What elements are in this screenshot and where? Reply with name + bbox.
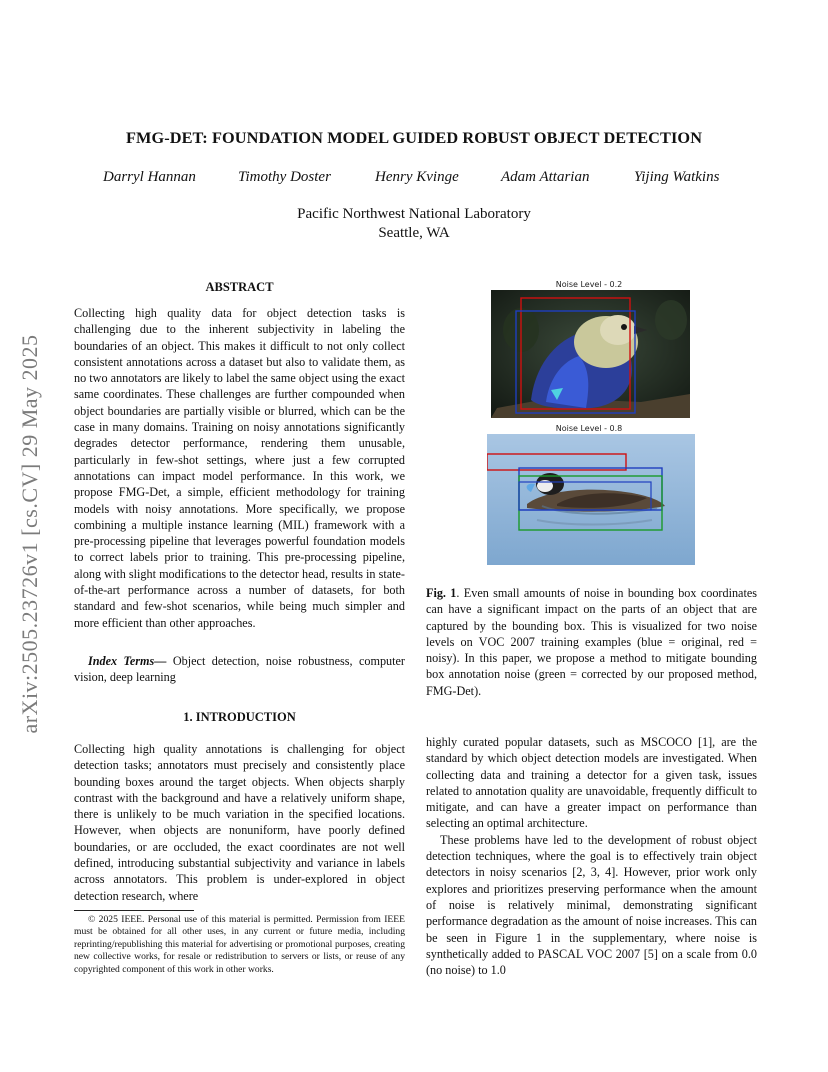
abstract-body: [74, 305, 405, 631]
abstract-heading: ABSTRACT: [205, 280, 274, 294]
affiliation: [0, 205, 828, 243]
author-name: Adam Attarian: [501, 169, 590, 185]
arxiv-id-text: arXiv:2505.23726v1 [cs.CV] 29 May 2025: [17, 334, 42, 734]
author-name: Timothy Doster: [238, 169, 331, 185]
author-name: Yijing Watkins: [634, 169, 720, 185]
index-terms-text: Object detection, noise robustness, computer vision, deep learning: [74, 654, 405, 685]
figure-caption-text: . Even small amounts of noise in bounding box coordinates can have a significant impact on the parts of an object that are captured by the bounding box. This is visualized for two noise levels on VOC 2007 training examples (blue = original, red = noisy). In this paper, we propose a method to mitigate bounding box annotation noise (green = corrected by our proposed method, FMG-Det).: [426, 586, 757, 698]
author-name: Darryl Hannan: [103, 169, 196, 185]
figure-panel-title: Noise Level - 0.2: [555, 280, 623, 289]
figure-label: Fig. 1: [426, 586, 457, 600]
author-name: Henry Kvinge: [375, 169, 459, 185]
introduction-body: [74, 741, 405, 904]
footnote-text: © 2025 IEEE. Personal use of this material is permitted. Permission from IEEE must be obtained for all other uses, in any current or future media, including reprinting/republishing this material for advertising or promotional purposes, creating new collective works, for resale or redistribution to servers or lists, or reuse of any copyrighted component of this work in other works.: [74, 914, 405, 975]
figure-caption: [426, 585, 757, 699]
introduction-paragraph: Collecting high quality annotations is challenging for object detection tasks; annotators must precisely and consistently place bounding boxes around the target objects. When objects sharply contrast with the background and have a relatively uniform shape, there is unlikely to be much variation in the specified locations. However, when objects are nonuniform, have poorly defined boundaries, or are occluded, the exact coordinates are not well defined, introducing substantial subjectivity and variance in labels across annotators. This problem is under-explored in object detection research, where: [74, 742, 405, 903]
index-terms-label: Index Terms—: [88, 654, 167, 668]
paper-title: FMG-DET: FOUNDATION MODEL GUIDED ROBUST OBJECT DETECTION: [125, 128, 703, 147]
introduction-paragraph: These problems have led to the development of robust object detection techniques, where the goal is to effectively train object detectors in noisy scenarios [2, 3, 4]. However, prior work only explores and prioritizes preserving performance when the amount of noise is relatively minimal, demonstrating significant performance degradation as the amount of noise increases. This can be seen in Figure 1 in the supplementary, where noise is synthetically added to PASCAL VOC 2007 [5] on a scale from 0.0 (no noise) to 1.0: [426, 832, 757, 978]
affiliation-location: Seattle, WA: [378, 225, 450, 241]
arxiv-identifier: [10, 294, 50, 774]
affiliation-institution: Pacific Northwest National Laboratory: [297, 206, 531, 222]
introduction-heading: 1. INTRODUCTION: [183, 710, 296, 724]
introduction-body-continued: [426, 734, 757, 978]
figure-panel-title: Noise Level - 0.8: [555, 424, 623, 433]
introduction-paragraph: highly curated popular datasets, such as MSCOCO [1], are the standard by which object detection models are investigated. When collecting data and training a detector for a given task, issues related to annotation quality are unavoidable, frequently difficult to mitigate, and can have a greater impact on performance than selecting an optimal architecture.: [426, 735, 757, 831]
duck-image-noise-0.8: [487, 434, 695, 565]
index-terms: [74, 653, 405, 686]
footnote-rule: [74, 910, 194, 911]
bird-image-noise-0.2: [491, 290, 690, 418]
abstract-text: Collecting high quality data for object detection tasks is challenging due to the inherent subjectivity in labeling the boundaries of an object. This makes it difficult to not only collect consistent annotations across a dataset but also to validate them, as no two annotators are likely to label the same object using the exact same coordinates. These challenges are further compounded when object boundaries are partially visible or blurred, which can be the case in many domains. Training on noisy annotations significantly degrades detector performance, rendering them unusable, particularly in few-shot settings, where just a few corrupted annotations can impact model performance. In this work, we propose FMG-Det, a simple, efficient methodology for training models with noisy annotations. More specifically, we propose combining a multiple instance learning (MIL) framework with a pre-processing pipeline that leverages powerful foundation models to correct labels prior to training. This pre-processing pipeline, along with slight modifications to the detector head, results in state-of-the-art performance across a number of datasets, for both standard and few-shot scenarios, while being much simpler and more efficient than other approaches.: [74, 306, 405, 630]
copyright-footnote: [74, 914, 405, 976]
